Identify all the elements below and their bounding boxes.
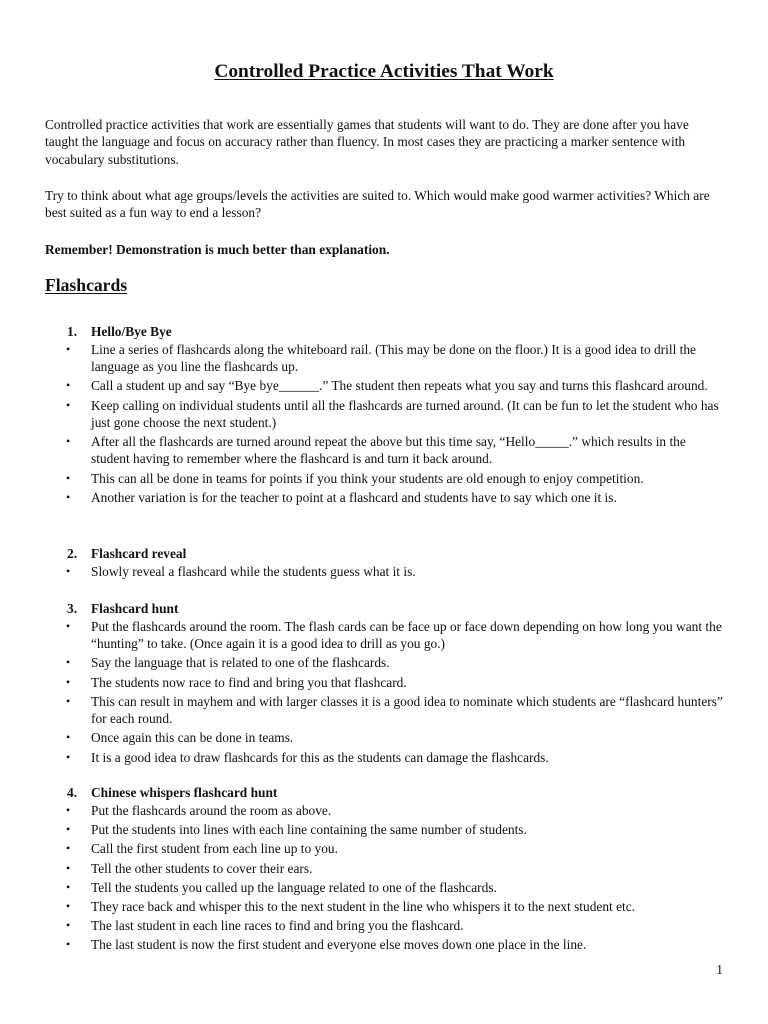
activity-name: Flashcard hunt bbox=[91, 601, 179, 616]
bullet-text: Put the flashcards around the room. The flash cards can be face up or face down depending on how long you want the “hunting” to take. (Once again it is a good idea to drill as you go.) bbox=[91, 619, 722, 652]
bullet-item bbox=[0, 341, 727, 376]
bullet-dot-icon: • bbox=[66, 397, 71, 412]
activity-heading bbox=[0, 545, 768, 563]
activity-bullet-list bbox=[0, 802, 768, 954]
activity-name: Hello/Bye Bye bbox=[91, 324, 172, 339]
bullet-item bbox=[0, 898, 727, 915]
bullet-text: The last student is now the first student and everyone else moves down one place in the line. bbox=[91, 937, 587, 953]
bullet-text: Call a student up and say “Bye bye______.” The student then repeats what you say and turns this flashcard around. bbox=[91, 378, 708, 394]
bullet-text: The last student in each line races to find and bring you the flashcard. bbox=[91, 918, 464, 934]
bullet-text: Say the language that is related to one of the flashcards. bbox=[91, 655, 390, 671]
bullet-item bbox=[0, 917, 727, 934]
activity-number: 1. bbox=[67, 324, 78, 339]
bullet-text: Call the first student from each line up to you. bbox=[91, 841, 338, 857]
activity-name: Chinese whispers flashcard hunt bbox=[91, 785, 278, 800]
bullet-item bbox=[0, 879, 727, 896]
bullet-item bbox=[0, 563, 727, 580]
reminder-paragraph: Remember! Demonstration is much better than explanation. bbox=[45, 242, 390, 257]
bullet-text: It is a good idea to draw flashcards for this as the students can damage the flashcards. bbox=[91, 749, 549, 765]
bullet-dot-icon: • bbox=[66, 918, 71, 933]
bullet-dot-icon: • bbox=[66, 730, 71, 745]
bullet-text: Keep calling on individual students until all the flashcards are turned around. (It can be fun to let the student who has just gone choose the next student.) bbox=[91, 397, 719, 430]
bullet-text: This can result in mayhem and with larger classes it is a good idea to nominate which students are “flashcard hunters” for each round. bbox=[91, 693, 723, 727]
bullet-dot-icon: • bbox=[66, 342, 71, 356]
bullet-item bbox=[0, 802, 727, 819]
bullet-text: Another variation is for the teacher to point at a flashcard and students have to say which one it is. bbox=[91, 489, 617, 505]
activity-bullet-list bbox=[0, 563, 768, 580]
activity-bullet-list bbox=[0, 618, 768, 766]
bullet-item bbox=[0, 489, 727, 506]
bullet-item bbox=[0, 860, 727, 877]
activity-section bbox=[0, 545, 768, 582]
bullet-text: Put the flashcards around the room as above. bbox=[91, 803, 332, 818]
page-title: Controlled Practice Activities That Work bbox=[214, 61, 554, 82]
intro-paragraph: Try to think about what age groups/levels the activities are suited to. Which would make good warmer activities? Which are best suited as a fun way to end a lesson? bbox=[45, 188, 710, 221]
bullet-dot-icon: • bbox=[66, 879, 71, 894]
bullet-dot-icon: • bbox=[66, 378, 71, 393]
bullet-text: Tell the other students to cover their ears. bbox=[91, 860, 313, 876]
bullet-dot-icon: • bbox=[66, 489, 71, 504]
bullet-text: This can all be done in teams for points if you think your students are old enough to enjoy competition. bbox=[91, 470, 644, 486]
bullet-item bbox=[0, 397, 727, 432]
bullet-item bbox=[0, 749, 727, 766]
bullet-item bbox=[0, 618, 727, 653]
bullet-dot-icon: • bbox=[66, 655, 71, 670]
bullet-text: Tell the students you called up the language related to one of the flashcards. bbox=[91, 879, 497, 895]
bullet-dot-icon: • bbox=[66, 693, 71, 708]
bullet-item bbox=[0, 729, 727, 746]
bullet-item bbox=[0, 821, 727, 838]
activity-number: 4. bbox=[67, 785, 78, 800]
bullet-text: Once again this can be done in teams. bbox=[91, 730, 294, 746]
bullet-dot-icon: • bbox=[66, 822, 71, 837]
bullet-dot-icon: • bbox=[66, 937, 71, 952]
bullet-text: Line a series of flashcards along the whiteboard rail. (This may be done on the floor.) It is a good idea to drill the language as you line the flashcards up. bbox=[91, 342, 697, 375]
bullet-dot-icon: • bbox=[66, 470, 71, 485]
activity-heading bbox=[0, 323, 768, 341]
activity-name: Flashcard reveal bbox=[91, 546, 187, 561]
bullet-text: The students now race to find and bring you that flashcard. bbox=[91, 674, 407, 690]
activity-section bbox=[0, 323, 768, 508]
bullet-item bbox=[0, 433, 727, 468]
bullet-item bbox=[0, 674, 727, 691]
activity-heading bbox=[0, 600, 768, 618]
bullet-dot-icon: • bbox=[66, 898, 71, 913]
activity-heading bbox=[0, 784, 768, 802]
bullet-text: Put the students into lines with each line containing the same number of students. bbox=[91, 822, 527, 838]
bullet-dot-icon: • bbox=[66, 434, 71, 449]
intro-paragraph: Controlled practice activities that work are essentially games that students will want to do. They are done after you have taught the language and focus on accuracy rather than fluency. In most cases they are practicing a marker sentence with vocabulary substitutions. bbox=[45, 117, 689, 167]
activity-number: 3. bbox=[67, 601, 78, 616]
bullet-item bbox=[0, 936, 727, 953]
activity-bullet-list bbox=[0, 341, 768, 506]
bullet-dot-icon: • bbox=[66, 564, 71, 578]
bullet-item bbox=[0, 840, 727, 857]
bullet-dot-icon: • bbox=[66, 619, 71, 633]
bullet-item bbox=[0, 377, 727, 394]
activity-section bbox=[0, 784, 768, 956]
section-heading: Flashcards bbox=[45, 275, 128, 295]
bullet-dot-icon: • bbox=[66, 860, 71, 875]
activity-number: 2. bbox=[67, 546, 78, 561]
bullet-item bbox=[0, 654, 727, 671]
bullet-dot-icon: • bbox=[66, 674, 71, 689]
bullet-dot-icon: • bbox=[66, 749, 71, 764]
bullet-item bbox=[0, 470, 727, 487]
bullet-item bbox=[0, 693, 727, 728]
bullet-text: Slowly reveal a flashcard while the students guess what it is. bbox=[91, 564, 416, 579]
page-number: 1 bbox=[716, 962, 723, 977]
bullet-dot-icon: • bbox=[66, 803, 71, 817]
activity-section bbox=[0, 600, 768, 768]
bullet-text: After all the flashcards are turned around repeat the above but this time say, “Hello_____.” which results in the student having to remember where the flashcard is and turn it back around. bbox=[91, 434, 686, 467]
bullet-text: They race back and whisper this to the next student in the line who whispers it to the next student etc. bbox=[91, 898, 636, 914]
bullet-dot-icon: • bbox=[66, 841, 71, 856]
